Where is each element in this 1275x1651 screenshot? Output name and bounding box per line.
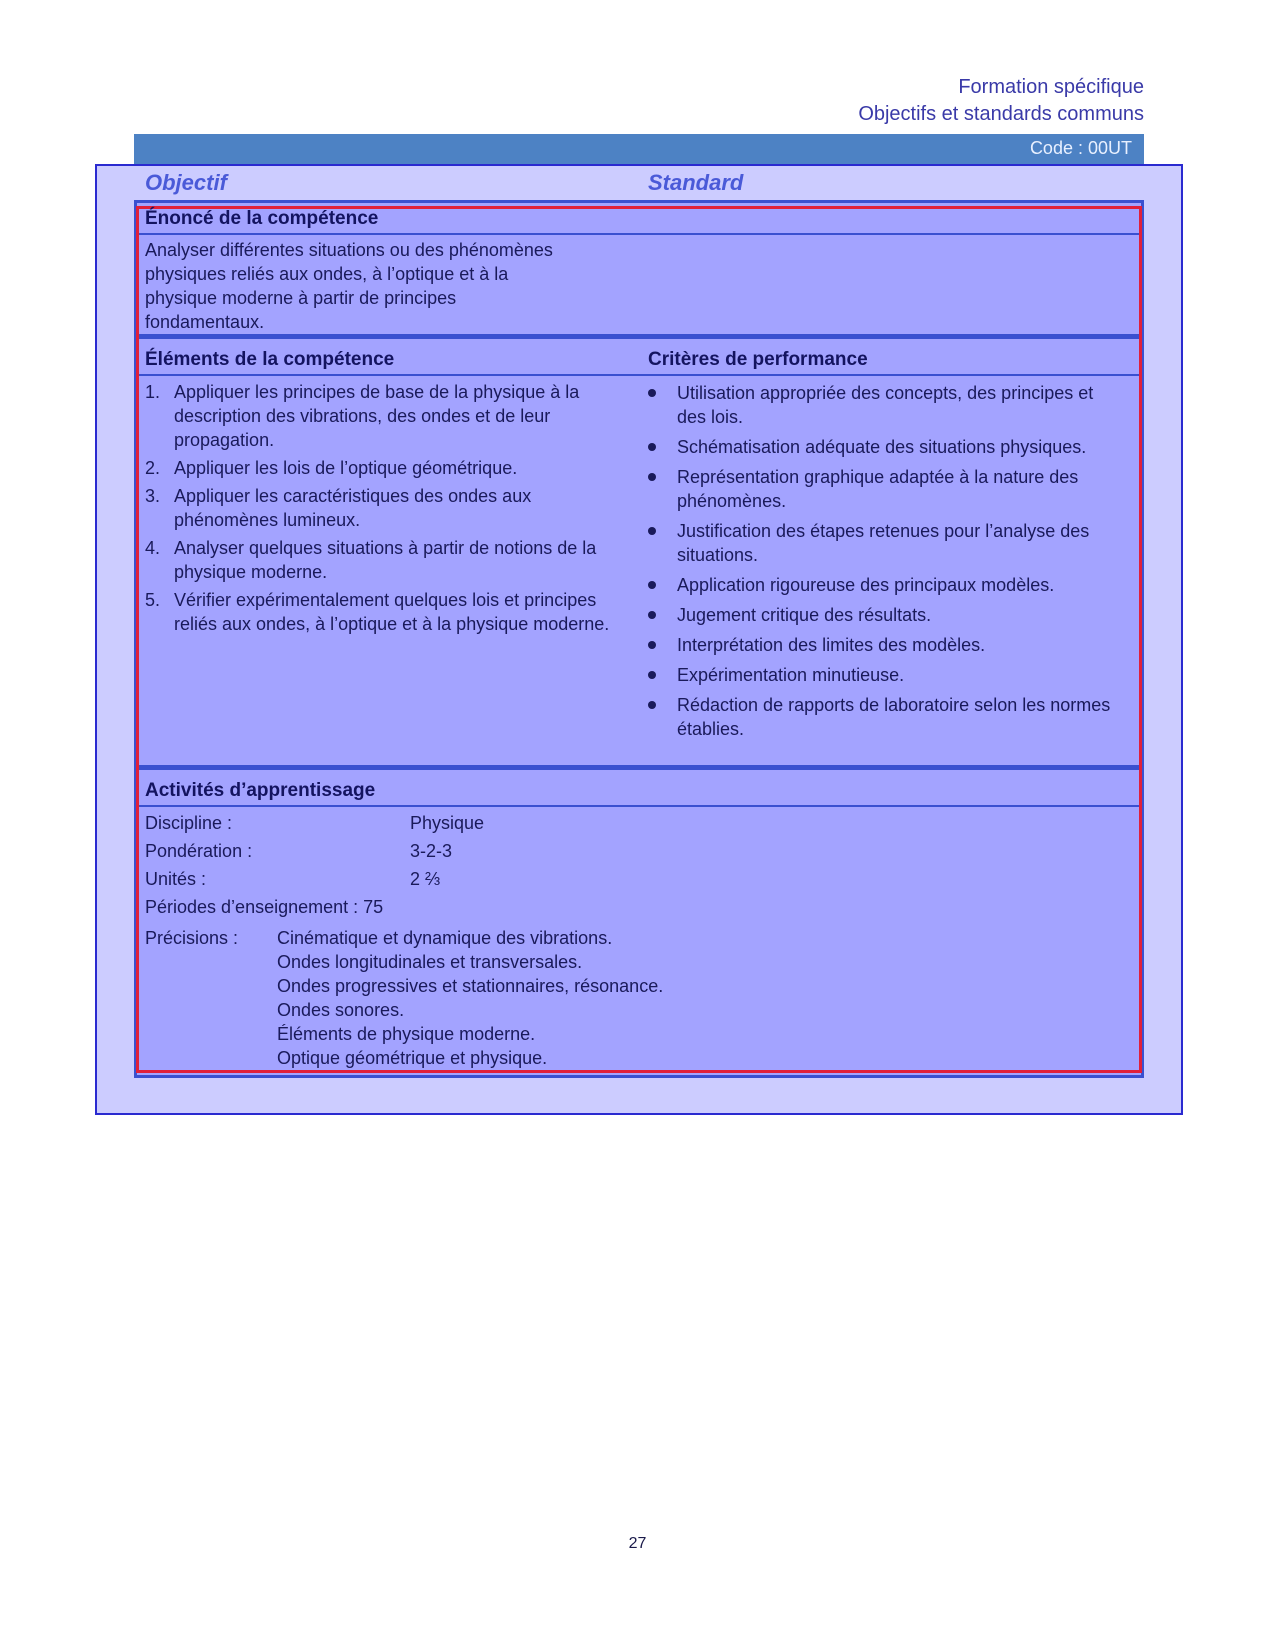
periodes-row <box>145 895 383 919</box>
discipline-row <box>145 811 484 835</box>
discipline-value: Physique <box>410 813 485 833</box>
ponderation-label: Pondération : <box>145 841 253 861</box>
bullet-icon <box>648 611 656 619</box>
criterion-text: Représentation graphique adaptée à la nature des phénomènes. <box>677 467 1079 511</box>
divider <box>139 233 1139 235</box>
header-subtitle: Objectifs et standards communs <box>858 103 1144 125</box>
element-number: 1. <box>145 382 161 402</box>
ponderation-row <box>145 839 452 863</box>
criterion-text: Schématisation adéquate des situations physiques. <box>677 437 1087 457</box>
criteria-list <box>648 381 1126 747</box>
code-bar <box>134 134 1144 164</box>
criterion-text: Justification des étapes retenues pour l’analyse des situations. <box>677 521 1090 565</box>
unites-label: Unités : <box>145 869 207 889</box>
element-number: 4. <box>145 538 161 558</box>
section-divider <box>139 334 1139 339</box>
element-item <box>145 588 625 636</box>
header-program: Formation spécifique <box>958 76 1144 98</box>
criterion-item <box>648 573 1126 597</box>
criterion-item <box>648 381 1126 429</box>
precisions-label: Précisions : <box>145 928 239 948</box>
criterion-item <box>648 663 1126 687</box>
bullet-icon <box>648 527 656 535</box>
element-number: 3. <box>145 486 161 506</box>
enonce-line: fondamentaux. <box>145 312 265 332</box>
precision-item: Ondes progressives et stationnaires, résonance. <box>277 976 664 996</box>
competency-code: Code : 00UT <box>1029 138 1132 158</box>
discipline-label: Discipline : <box>145 813 233 833</box>
element-text: Appliquer les principes de base de la physique à la description des vibrations, des ondes et de leur propagation. <box>174 382 580 450</box>
element-number: 2. <box>145 458 161 478</box>
bullet-icon <box>648 581 656 589</box>
precision-item: Éléments de physique moderne. <box>277 1024 536 1044</box>
enonce-line: Analyser différentes situations ou des phénomènes <box>145 240 553 260</box>
bullet-icon <box>648 389 656 397</box>
unites-value: 2 ⅔ <box>410 869 441 889</box>
divider <box>139 805 1139 807</box>
bullet-icon <box>648 443 656 451</box>
elements-list <box>145 380 625 640</box>
criterion-text: Rédaction de rapports de laboratoire selon les normes établies. <box>677 695 1111 739</box>
criterion-item <box>648 693 1126 741</box>
activities-title: Activités d’apprentissage <box>145 780 376 801</box>
criterion-item <box>648 465 1126 513</box>
element-text: Appliquer les lois de l’optique géométrique. <box>174 458 518 478</box>
element-text: Analyser quelques situations à partir de notions de la physique moderne. <box>174 538 597 582</box>
enonce-line: physique moderne à partir de principes <box>145 288 457 308</box>
criterion-text: Utilisation appropriée des concepts, des principes et des lois. <box>677 383 1094 427</box>
element-text: Appliquer les caractéristiques des ondes aux phénomènes lumineux. <box>174 486 532 530</box>
criterion-item <box>648 633 1126 657</box>
bullet-icon <box>648 671 656 679</box>
criterion-item <box>648 435 1126 459</box>
bullet-icon <box>648 473 656 481</box>
bullet-icon <box>648 641 656 649</box>
precision-item: Ondes sonores. <box>277 1000 405 1020</box>
enonce-text <box>145 238 625 334</box>
objective-heading: Objectif <box>145 170 227 195</box>
elements-title: Éléments de la compétence <box>145 349 395 370</box>
page-number: 27 <box>628 1535 647 1552</box>
divider <box>139 374 1139 376</box>
element-item <box>145 380 625 452</box>
precision-item: Cinématique et dynamique des vibrations. <box>277 928 613 948</box>
criterion-text: Interprétation des limites des modèles. <box>677 635 986 655</box>
section-divider <box>139 765 1139 770</box>
element-item <box>145 536 625 584</box>
element-item <box>145 456 625 480</box>
standard-heading: Standard <box>648 170 744 195</box>
bullet-icon <box>648 701 656 709</box>
criterion-item <box>648 603 1126 627</box>
criterion-text: Expérimentation minutieuse. <box>677 665 905 685</box>
criteria-title: Critères de performance <box>648 349 868 370</box>
element-text: Vérifier expérimentalement quelques lois et principes reliés aux ondes, à l’optique et à la physique moderne. <box>174 590 610 634</box>
enonce-line: physiques reliés aux ondes, à l’optique et à la <box>145 264 509 284</box>
element-number: 5. <box>145 590 161 610</box>
precisions-block <box>145 926 663 1070</box>
precision-item: Ondes longitudinales et transversales. <box>277 952 583 972</box>
element-item <box>145 484 625 532</box>
criterion-text: Application rigoureuse des principaux modèles. <box>677 575 1055 595</box>
criterion-item <box>648 519 1126 567</box>
criterion-text: Jugement critique des résultats. <box>677 605 932 625</box>
precision-item: Optique géométrique et physique. <box>277 1048 548 1068</box>
periodes-label: Périodes d’enseignement : <box>145 897 359 917</box>
ponderation-value: 3-2-3 <box>410 841 453 861</box>
enonce-title: Énoncé de la compétence <box>145 208 379 229</box>
unites-row <box>145 867 440 891</box>
periodes-value: 75 <box>363 897 384 917</box>
